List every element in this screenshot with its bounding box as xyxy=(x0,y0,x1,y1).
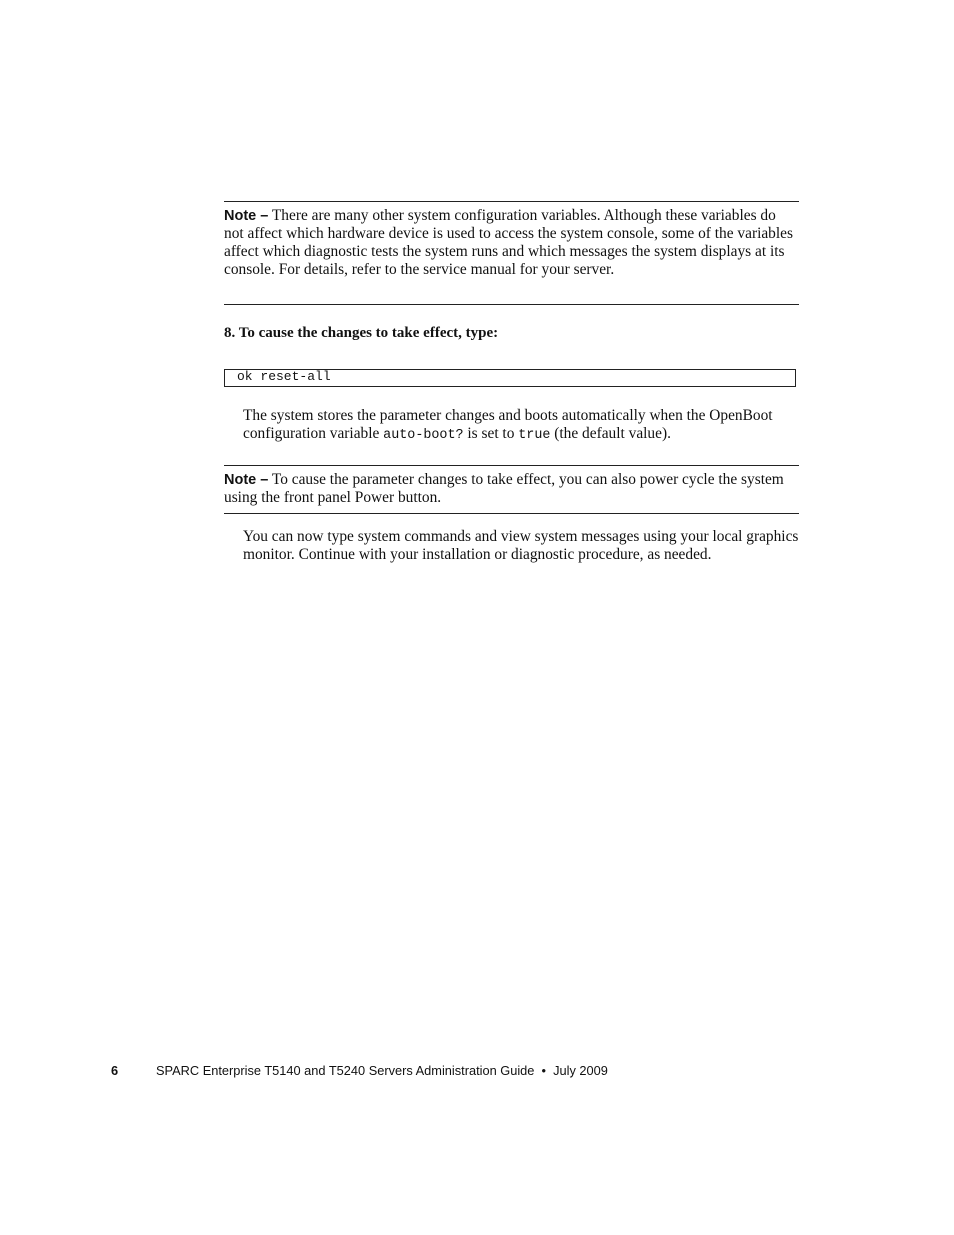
step-8-heading: 8. To cause the changes to take effect, type: xyxy=(224,325,499,341)
code-true: true xyxy=(518,428,551,443)
note-1-label: Note – xyxy=(224,208,269,224)
para2-text: You can now type system commands and view system messages using your local graphics monitor. Continue with your installation or diagnostic procedure, as needed. xyxy=(243,528,799,563)
paragraph-continue xyxy=(243,528,799,564)
note1-bottom-rule xyxy=(224,304,799,305)
note1-top-rule xyxy=(224,201,799,202)
code-command: ok reset-all xyxy=(237,369,331,384)
footer-title: SPARC Enterprise T5140 and T5240 Servers Administration Guide • July 2009 xyxy=(156,1063,608,1078)
note-2 xyxy=(224,471,799,507)
code-block xyxy=(224,369,796,387)
note-2-label: Note – xyxy=(224,472,269,488)
code-auto-boot: auto-boot? xyxy=(383,428,464,443)
para1-part1: The system stores the parameter changes and boots automatically when the OpenBoot configuration variable xyxy=(243,407,773,442)
para1-part2: is set to xyxy=(463,425,519,442)
para1-part3: (the default value). xyxy=(550,425,671,442)
note2-top-rule xyxy=(224,465,799,466)
note-2-text: To cause the parameter changes to take effect, you can also power cycle the system using the front panel Power button. xyxy=(224,471,784,506)
note-1-text: There are many other system configuration variables. Although these variables do not affect which hardware device is used to access the system console, some of the variables affect which diagnostic tests the system runs and which messages the system displays at its console. For details, refer to the service manual for your server. xyxy=(224,207,793,278)
paragraph-system-stores xyxy=(243,407,799,445)
note2-bottom-rule xyxy=(224,513,799,514)
page-number: 6 xyxy=(111,1063,119,1078)
note-1 xyxy=(224,207,799,279)
